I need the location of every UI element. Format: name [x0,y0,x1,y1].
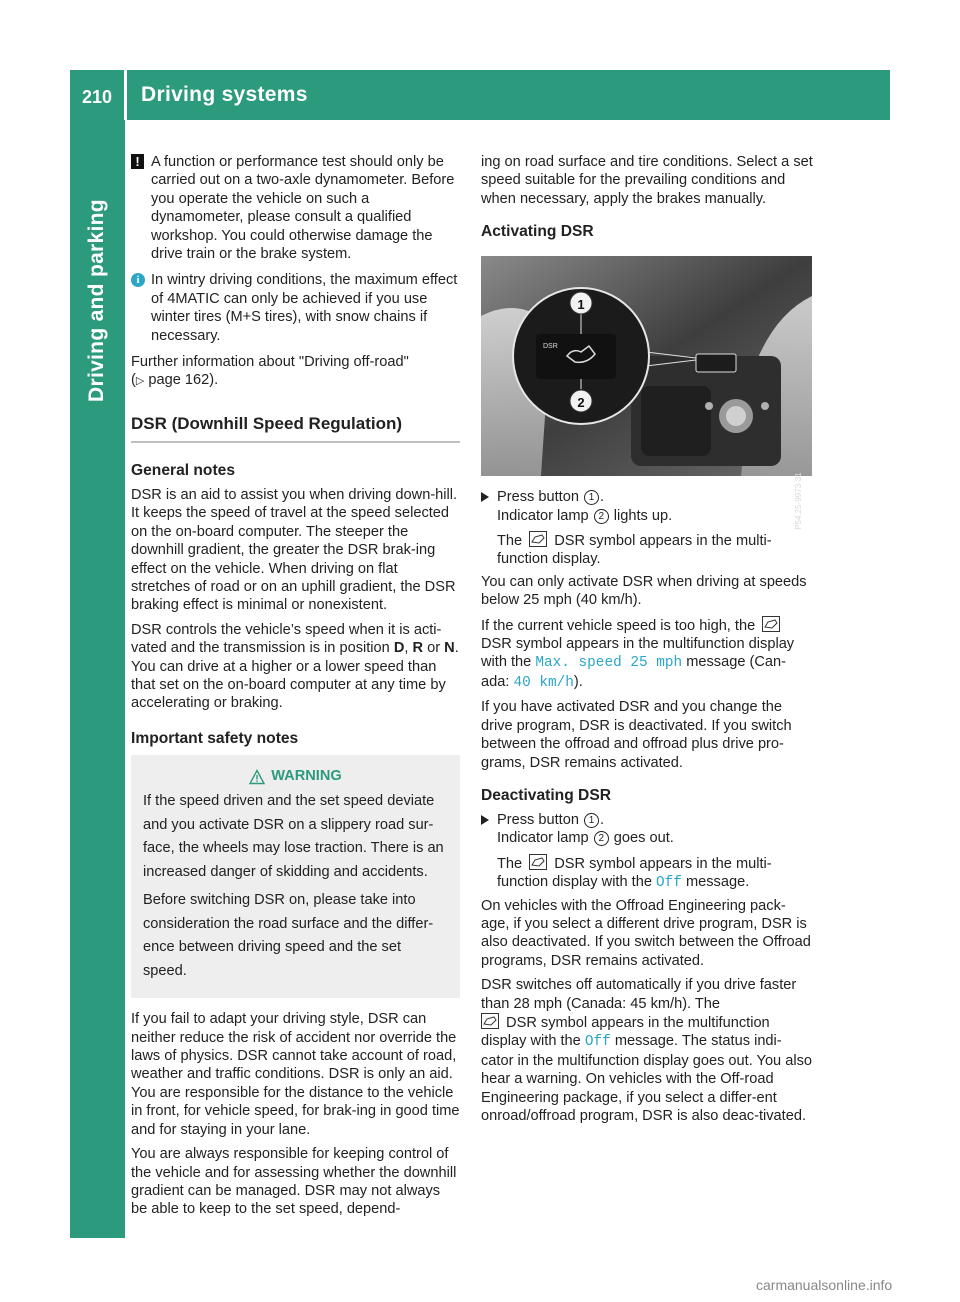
deactivate-paragraph-1: On vehicles with the Offroad Engineering pack-age, if you select a different drive program, DSR is also deactivated. If you switch between the Offroad programs, DSR remains activated. [481,897,811,969]
step-arrow-icon [481,492,489,502]
info-icon: i [131,273,145,287]
callout-1: 1 [577,297,585,313]
dsr-symbol-icon [529,854,547,870]
activate-step-detail [497,531,813,569]
text-span: Indicator lamp [497,507,593,524]
page-ref-arrow-icon: ▷ [135,375,145,388]
dsr-heading: DSR (Downhill Speed Regulation) [131,413,403,433]
text-span: If the current vehicle speed is too high, the [481,617,760,634]
continued-paragraph: ing on road surface and tire conditions. Select a set speed suitable for the prevailing conditions and when necessary, apply the brakes manually. [481,154,813,207]
text-span: Press button [497,811,583,828]
further-info [131,353,460,391]
callout-ref-2: 2 [594,509,609,524]
general-notes-heading: General notes [131,461,235,479]
text-span: Press button [497,489,583,506]
info-note-text: In wintry driving conditions, the maximum effect of 4MATIC can only be achieved if you use winter tires (M+S tires), with snow chains if necessary. [151,272,458,344]
page-ref-link[interactable]: page 162). [148,372,219,389]
display-message: 40 km/h [513,674,574,691]
deactivate-step-detail [497,854,813,893]
safety-heading: Important safety notes [131,729,299,747]
activate-paragraph-2 [481,616,813,693]
photo-code: P54.25-9973-31 [793,472,803,530]
text-span: or [423,640,445,657]
activate-paragraph-1: You can only activate DSR when driving at speeds below 25 mph (40 km/h). [481,573,807,609]
deactivate-paragraph-2 [481,976,813,1125]
safety-paragraph-1: If you fail to adapt your driving style, DSR can neither reduce the risk of accident nor override the laws of physics. DSR cannot take account of road, weather and traffic conditions. DSR is only an aid. You are responsible for the distance to the vehicle in front, for vehicle speed, for brak-ing in good time and for staying in your lane. [131,1011,460,1138]
text-span: message. The status indi-cator in the multifunction display goes out. You also hear a warning. On vehicles with the Off-road Engineering package, if you select a differ-ent onroad/offroad program, DSR is also deac-tivated. [481,1033,813,1124]
text-span: The [497,855,527,872]
text-span: The [497,533,527,550]
left-column [131,153,460,1225]
paren: ( [131,372,136,389]
text-span: DSR symbol appears in the multifunction display with the [481,1014,770,1050]
text-span: Indicator lamp [497,830,593,847]
text-span: lights up. [609,507,673,524]
warning-paragraph-2: Before switching DSR on, please take into consideration the road surface and the differ-ence between driving speed and the set speed. [143,892,434,979]
callout-2: 2 [577,395,585,411]
warning-paragraph-1: If the speed driven and the set speed deviate and you activate DSR on a slippery road sur-face, the wheels may lose traction. There is an increased danger of skidding and accidents. [143,793,444,880]
text-span: DSR controls the vehicle’s speed when it is acti-vated and the transmission is in position [131,621,442,657]
console-illustration [481,256,812,476]
activate-paragraph-3: If you have activated DSR and you change the drive program, DSR is deactivated. If you switch between the offroad and offroad plus drive pro-grams, DSR remains activated. [481,699,792,771]
right-column [481,153,813,1131]
gear-r: R [412,640,424,657]
display-message: Off [656,875,682,892]
further-info-text: Further information about "Driving off-road" [131,354,409,371]
side-label: Driving and parking [85,199,108,402]
text-span: DSR symbol appears in the multifunction display with the [481,636,795,671]
gear-d: D [393,640,405,657]
general-paragraph-2 [131,621,460,713]
display-message: Off [584,1034,611,1051]
dsr-symbol-icon [762,616,780,632]
text-span: message (Can-ada: [481,654,786,690]
step-arrow-icon [481,815,489,825]
caution-note-text: A function or performance test should only be carried out on a two-axle dynamometer. Before you operate the vehicle on such a dynamometer, please consult a qualified workshop. You could otherwise damage the drive train or the brake system. [151,154,455,263]
warning-header [143,765,448,789]
section-title: Driving systems [141,83,308,106]
exclamation-icon: ! [131,154,144,169]
text-span: . [600,489,605,506]
warning-triangle-icon [249,769,265,785]
caution-note [131,153,460,263]
text-span: message. [681,874,750,891]
text-span: . [600,811,605,828]
callout-ref-1: 1 [584,813,599,828]
text-span: , [404,640,413,657]
dsr-button-label: DSR [543,343,558,351]
activating-heading: Activating DSR [481,223,594,241]
deactivate-step [481,811,813,893]
activate-step [481,488,813,569]
header-divider [124,70,127,120]
text-span: DSR symbol appears in the multi-function display with the [497,855,772,891]
text-span: goes out. [609,830,674,847]
text-span: DSR symbol appears in the multi-function display. [497,533,772,568]
text-span: ). [573,673,583,690]
deactivating-heading: Deactivating DSR [481,786,611,804]
footer-url[interactable]: carmanualsonline.info [756,1277,893,1293]
display-message: Max. speed 25 mph [535,655,683,672]
dsr-symbol-icon [481,1013,499,1029]
general-paragraph-1: DSR is an aid to assist you when driving down-hill. It keeps the speed of travel at the speed selected on the on-board computer. The steeper the downhill gradient, the greater the DSR brak-ing effect on the vehicle. When driving on flat stretches of road or on an uphill gradient, the DSR braking effect is minimal or nonexistent. [131,486,458,614]
text-span: DSR switches off automatically if you drive faster than 28 mph (Canada: 45 km/h). The [481,977,797,1012]
text-span: . You can drive at a higher or a lower speed than that set on the on-board computer at any time by accelerating or braking. [131,640,459,712]
page-number: 210 [82,87,113,107]
callout-ref-2: 2 [594,831,609,846]
warning-box [131,755,460,999]
dsr-symbol-icon [529,531,547,547]
safety-paragraph-2: You are always responsible for keeping control of the vehicle and for assessing whether the downhill gradient can be managed. DSR may not always be able to keep to the set speed, depend- [131,1146,457,1218]
warning-title: WARNING [271,767,342,784]
heading-rule [131,441,460,443]
info-note [131,271,460,345]
callout-ref-1: 1 [584,490,599,505]
gear-n: N [444,640,455,657]
